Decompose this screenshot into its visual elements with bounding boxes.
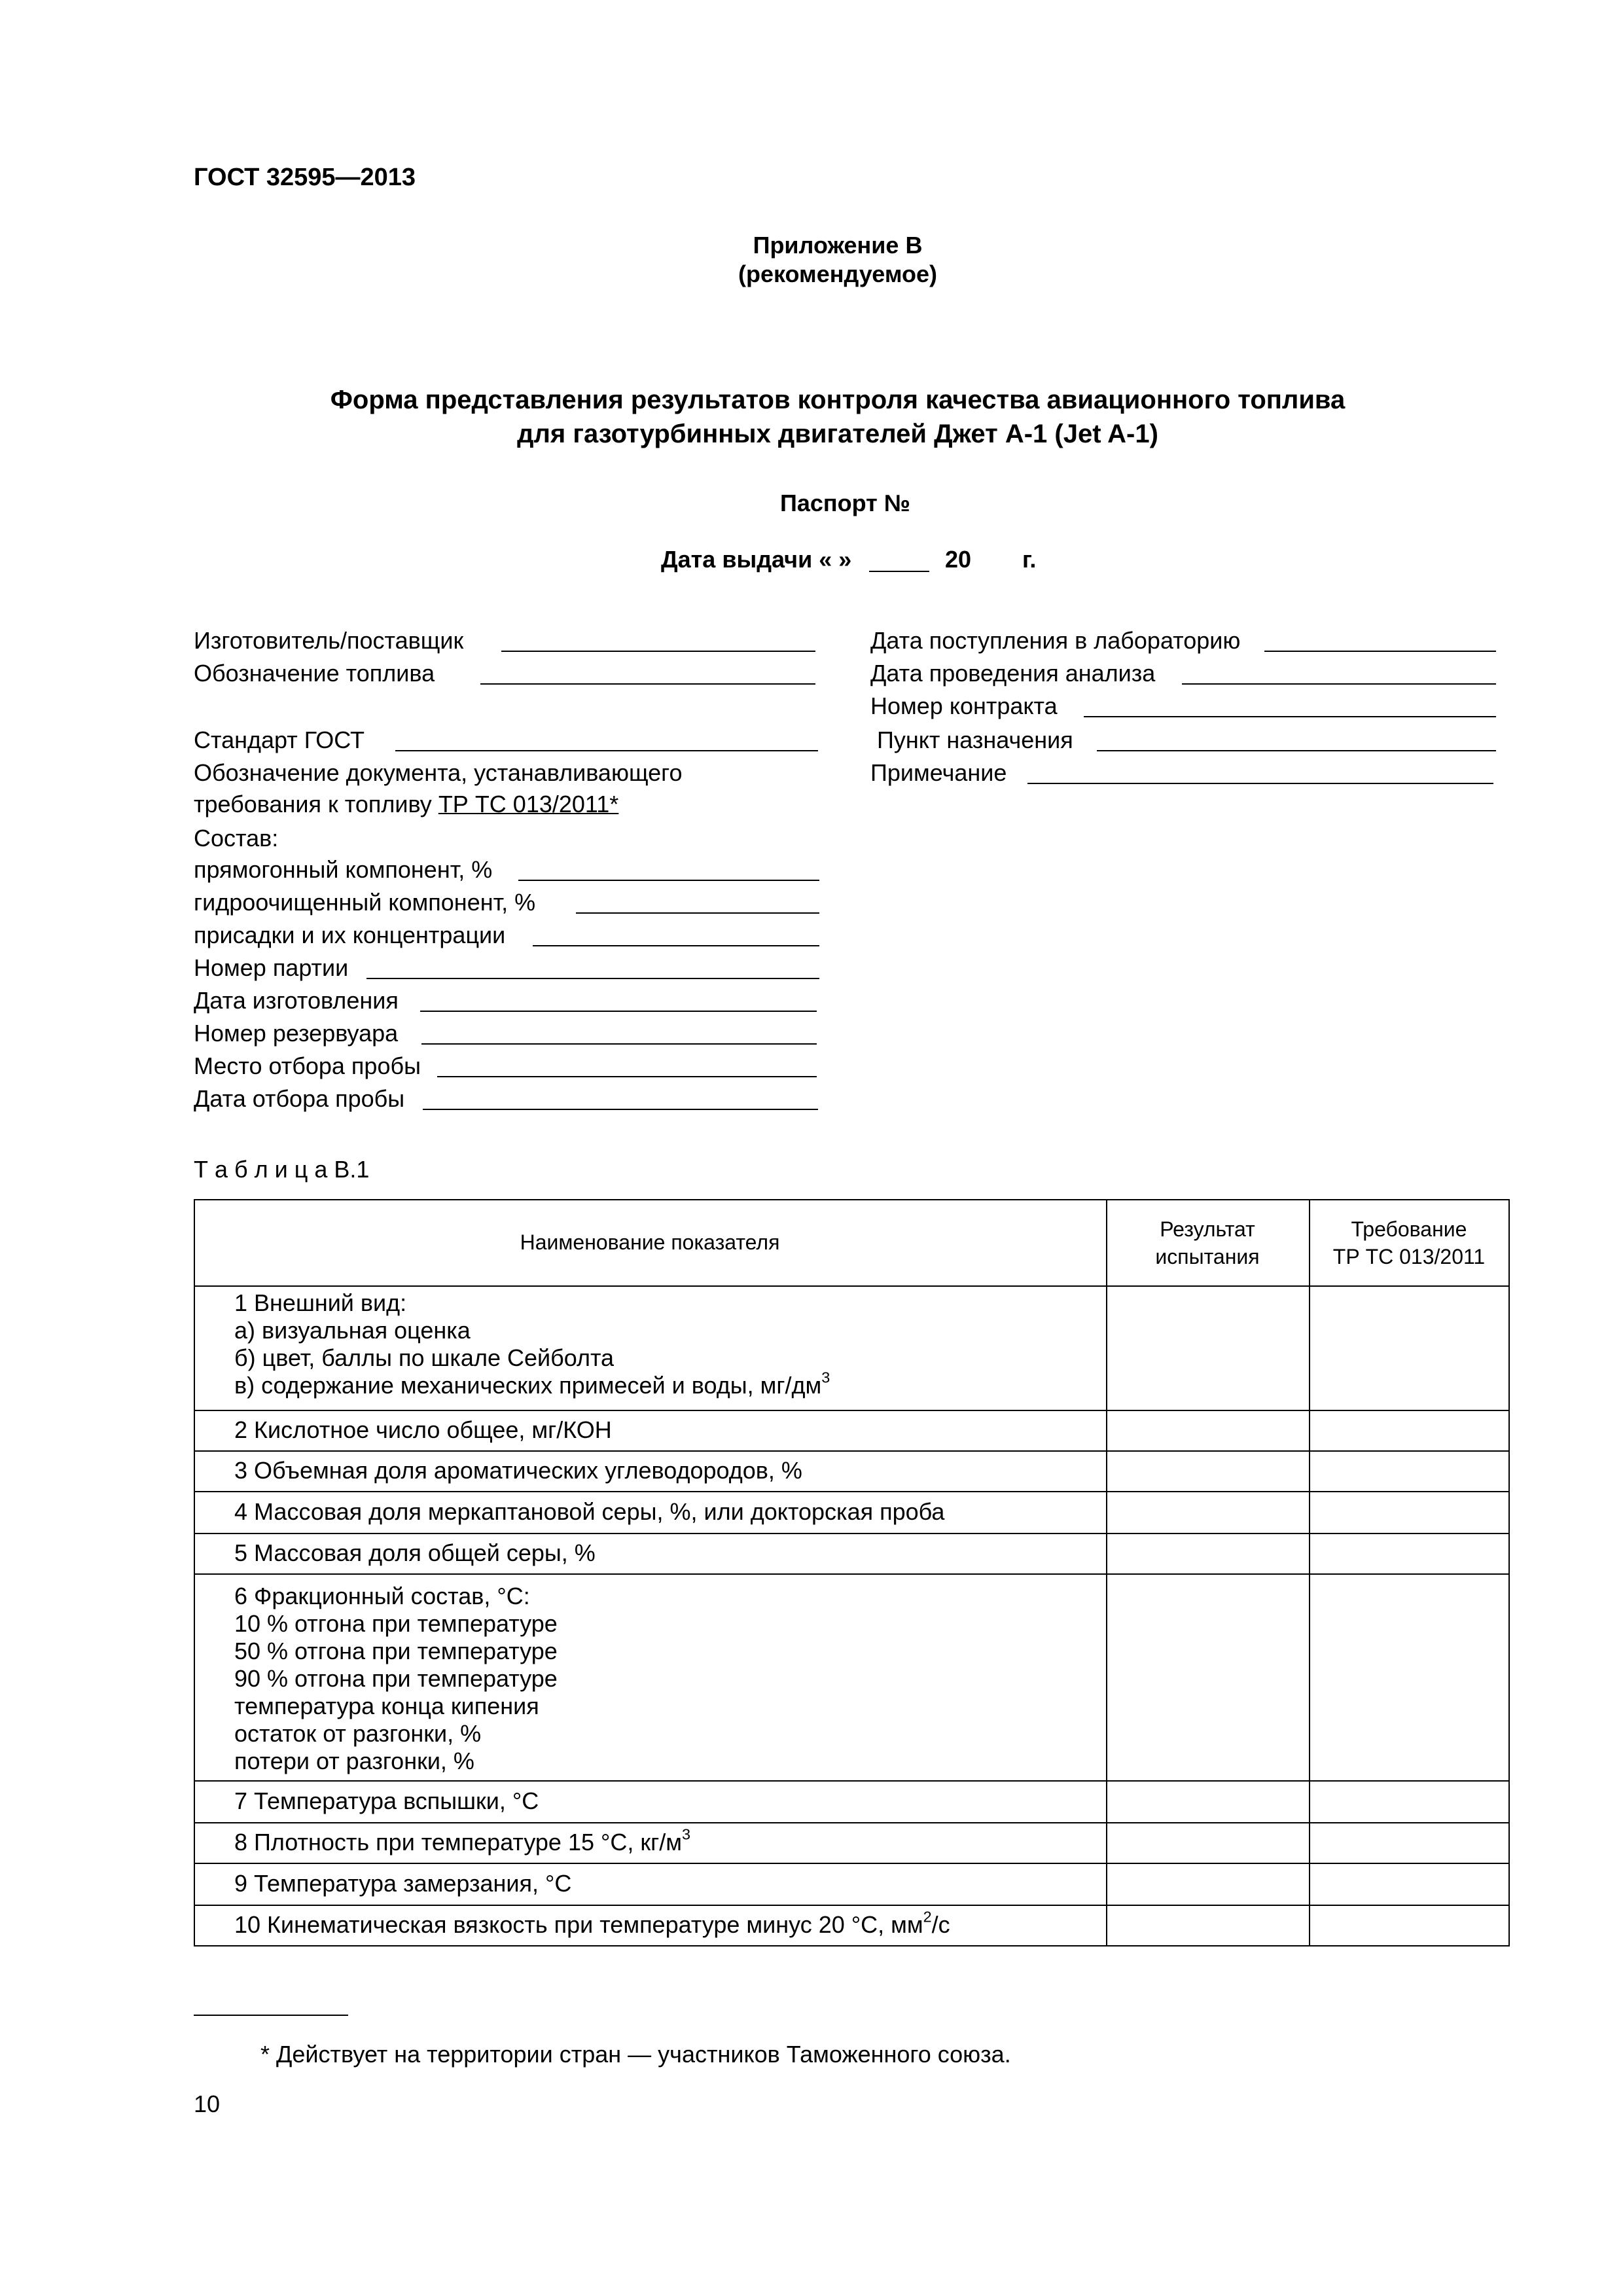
sampling-place-label: Место отбора пробы: [194, 1052, 421, 1079]
analysis-date-blank[interactable]: [1182, 683, 1496, 685]
table-row-divider: [194, 1491, 1510, 1492]
document-label-prefix: требования к топливу: [194, 791, 432, 817]
additives-label: присадки и их концентрации: [194, 922, 506, 948]
hydrotreated-label: гидроочищенный компонент, %: [194, 889, 536, 916]
table-row-1-line1: 1 Внешний вид:: [234, 1289, 407, 1316]
fuel-designation-blank[interactable]: [480, 683, 815, 685]
destination-label: Пункт назначения: [877, 726, 1073, 753]
table-row-7: 7 Температура вспышки, °С: [234, 1787, 539, 1814]
table-row-divider: [194, 1533, 1510, 1534]
sampling-date-blank[interactable]: [423, 1109, 818, 1110]
table-header-name: Наименование показателя: [520, 1230, 780, 1254]
table-row-1-line3: б) цвет, баллы по шкале Сейболта: [234, 1344, 615, 1371]
results-table: [194, 1199, 1510, 1946]
remark-label: Примечание: [870, 759, 1007, 786]
superscript: 3: [682, 1825, 691, 1843]
table-row-6-line2: 10 % отгона при температуре: [234, 1610, 558, 1637]
sampling-place-blank[interactable]: [437, 1076, 817, 1077]
table-row-divider: [194, 1573, 1510, 1575]
table-row-5: 5 Массовая доля общей серы, %: [234, 1539, 596, 1566]
table-row-10: [234, 1908, 950, 1939]
table-header-requirement-line2: ТР ТС 013/2011: [1332, 1245, 1486, 1268]
table-row-8: [234, 1825, 691, 1856]
footnote: * Действует на территории стран — участников Таможенного союза.: [260, 2041, 1011, 2068]
manufacturer-blank[interactable]: [501, 651, 815, 652]
issue-date-year-prefix: 20: [945, 546, 972, 573]
document-label-line2: [194, 791, 618, 818]
sampling-date-label: Дата отбора пробы: [194, 1085, 405, 1112]
table-row-9: 9 Температура замерзания, °С: [234, 1870, 572, 1897]
page-number: 10: [194, 2090, 221, 2117]
table-row-6-line1: 6 Фракционный состав, °С:: [234, 1583, 530, 1609]
table-row-10-text: 10 Кинематическая вязкость при температуре минус 20 °С, мм: [234, 1911, 923, 1938]
issue-date-year-suffix: г.: [1022, 546, 1037, 573]
contract-number-label: Номер контракта: [870, 692, 1058, 719]
issue-date-label: Дата выдачи « »: [661, 546, 852, 573]
hydrotreated-blank[interactable]: [576, 912, 819, 914]
table-row-divider: [194, 1863, 1510, 1864]
table-row-divider: [194, 1780, 1510, 1782]
manufacturer-label: Изготовитель/поставщик: [194, 627, 464, 654]
annex-note: (рекомендуемое): [738, 260, 937, 287]
superscript: 2: [923, 1908, 932, 1926]
fuel-designation-label: Обозначение топлива: [194, 660, 435, 687]
remark-blank[interactable]: [1027, 783, 1493, 784]
contract-number-blank[interactable]: [1084, 716, 1496, 717]
table-row-10-tail: /с: [931, 1911, 950, 1938]
table-column-divider: [1106, 1199, 1107, 1946]
manufacture-date-blank[interactable]: [420, 1011, 817, 1012]
document-label-line1: Обозначение документа, устанавливающего: [194, 759, 683, 786]
table-row-divider: [194, 1410, 1510, 1411]
straight-run-label: прямогонный компонент, %: [194, 856, 493, 883]
footnote-separator: [194, 2015, 348, 2016]
table-row-8-text: 8 Плотность при температуре 15 °С, кг/м: [234, 1829, 683, 1856]
table-row-1-line4: [234, 1369, 830, 1399]
table-header-requirement-line1: Требование: [1351, 1217, 1467, 1241]
form-title-line2: для газотурбинных двигателей Джет А-1 (Jet A-1): [517, 420, 1158, 448]
document-standard-header: ГОСТ 32595—2013: [194, 164, 416, 191]
table-row-divider: [194, 1450, 1510, 1452]
table-row-4: 4 Массовая доля меркаптановой серы, %, или докторская проба: [234, 1498, 945, 1525]
issue-date-blank: [869, 571, 929, 572]
table-row-divider: [194, 1822, 1510, 1823]
table-row-6-line3: 50 % отгона при температуре: [234, 1638, 558, 1664]
document-requirement-value: ТР ТС 013/2011*: [438, 791, 619, 817]
table-row-1-line4-text: в) содержание механических примесей и воды, мг/дм: [234, 1372, 822, 1399]
table-row-6-line7: потери от разгонки, %: [234, 1748, 474, 1774]
additives-blank[interactable]: [533, 945, 819, 946]
destination-blank[interactable]: [1097, 750, 1496, 751]
batch-number-blank[interactable]: [366, 978, 819, 979]
composition-label: Состав:: [194, 825, 279, 852]
annex-title: Приложение В: [753, 232, 923, 259]
table-row-6-line5: температура конца кипения: [234, 1693, 539, 1719]
table-caption: Т а б л и ц а В.1: [194, 1156, 370, 1183]
tank-number-label: Номер резервуара: [194, 1020, 399, 1047]
lab-receipt-date-blank[interactable]: [1264, 651, 1496, 652]
table-row-divider: [194, 1905, 1510, 1906]
table-row-3: 3 Объемная доля ароматических углеводородов, %: [234, 1457, 802, 1484]
table-border-bottom: [194, 1945, 1510, 1946]
table-row-6-line4: 90 % отгона при температуре: [234, 1665, 558, 1692]
table-column-divider: [1309, 1199, 1310, 1946]
manufacture-date-label: Дата изготовления: [194, 987, 399, 1014]
form-title-line1: Форма представления результатов контроля качества авиационного топлива: [330, 386, 1346, 414]
gost-standard-blank[interactable]: [395, 750, 818, 751]
table-border-left: [194, 1199, 195, 1946]
analysis-date-label: Дата проведения анализа: [870, 660, 1156, 687]
tank-number-blank[interactable]: [421, 1043, 817, 1045]
passport-number-label: Паспорт №: [780, 490, 910, 516]
table-border-top: [194, 1199, 1510, 1200]
lab-receipt-date-label: Дата поступления в лабораторию: [870, 627, 1241, 654]
table-header-result-line1: Результат: [1160, 1217, 1255, 1241]
table-header-result-line2: испытания: [1155, 1245, 1260, 1268]
gost-standard-label: Стандарт ГОСТ: [194, 726, 365, 753]
table-row-2: 2 Кислотное число общее, мг/КОН: [234, 1416, 612, 1443]
batch-number-label: Номер партии: [194, 954, 349, 981]
superscript: 3: [821, 1369, 830, 1386]
table-header-divider: [194, 1285, 1510, 1287]
table-row-1-line2: а) визуальная оценка: [234, 1317, 471, 1344]
table-row-6-line6: остаток от разгонки, %: [234, 1720, 482, 1747]
table-border-right: [1508, 1199, 1510, 1946]
straight-run-blank[interactable]: [518, 880, 819, 881]
